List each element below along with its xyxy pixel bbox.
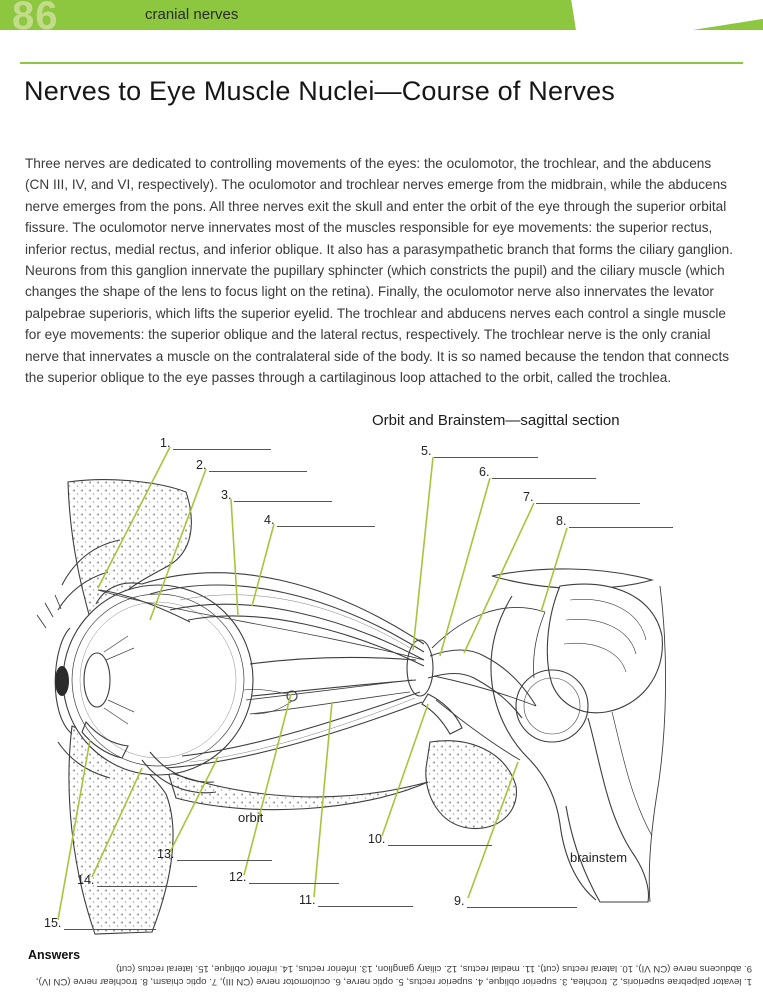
figure-label-12 [229,870,339,884]
divider-line [20,62,743,64]
answer-blank [249,871,339,884]
figure-label-8 [556,514,673,528]
figure-label-5 [421,444,538,458]
figure-label-13 [157,847,272,861]
answer-blank [318,894,413,907]
answer-blank [234,489,332,502]
answer-blank [97,874,197,887]
region-label-brainstem: brainstem [570,850,628,865]
page-title: Nerves to Eye Muscle Nuclei—Course of Nerves [24,76,616,106]
answer-blank [388,833,492,846]
label-number: 15. [44,916,62,930]
answers-line-2: 9. abducens nerve (CN VI), 10. lateral rectus (cut), 11. medial rectus, 12. ciliary ganglion, 13. inferior rectus, 14. inferior oblique, 15. lateral rectus (cut) [116,963,752,974]
figure-label-6 [479,465,596,479]
body-text: Three nerves are dedicated to controlling movements of the eyes: the oculomotor, the trochlear, and the abducens (CN III, IV, and VI, respectively). The oculomotor and trochlear nerves emerge from the midbrain, while the abducens nerve emerges from the pons. All three nerves exit the skull and enter the orbit of the eye through the superior orbital fissure. The oculomotor nerve innervates most of the muscles responsible for eye movements: the superior rectus, inferior rectus, medial rectus, and inferior oblique. It also has a parasympathetic branch that forms the ciliary ganglion. Neurons from this ganglion innervate the pupillary sphincter (which constricts the pupil) and the ciliary muscle (which changes the shape of the lens to focus light on the retina). Finally, the oculomotor nerve also innervates the levator palpebrae superioris, which lifts the superior eyelid. The trochlear and abducens nerves each control a single muscle for eye movements: the superior oblique and the lateral rectus, respectively. The trochlear nerve is the only cranial nerve that innervates a muscle on the contralateral side of the body. It is so named because the tendon that connects the superior oblique to the eye passes through a cartilaginous loop attached to the orbit, called the trochlea. [25,156,733,386]
page-header [0,0,763,38]
answer-blank [569,515,673,528]
figure-label-10 [368,832,492,846]
figure-label-9 [454,894,577,908]
answer-blank [64,917,156,930]
page-number: 86 [12,0,59,38]
label-number: 12. [229,870,247,884]
label-number: 11. [299,893,316,907]
label-number: 7. [523,490,534,504]
label-number: 3. [221,488,232,502]
figure-label-3 [221,488,332,502]
answer-blank [492,466,596,479]
label-number: 13. [157,847,175,861]
cranial-nerve-paths [432,607,545,760]
answers-line-1: 1. levator palpebrae superioris, 2. trochlea, 3. superior oblique, 4. superior rectus, 5. optic nerve, 6. oculomotor nerve (CN III), 7. optic chiasm, 8. trochlear nerve (CN IV), [35,976,752,987]
answers-heading: Answers [28,948,81,962]
label-number: 10. [368,832,386,846]
region-label-orbit: orbit [238,810,264,825]
label-number: 6. [479,465,490,479]
answer-blank [277,514,375,527]
figure-label-1 [160,436,271,450]
pupil [55,666,69,696]
anatomy-illustration [0,430,763,950]
label-number: 8. [556,514,567,528]
leader-line-3 [231,499,238,616]
figure-label-14 [77,873,197,887]
figure-label-7 [523,490,640,504]
answer-blank [434,445,538,458]
figure-label-2 [196,458,307,472]
leader-line-10 [382,704,428,836]
label-number: 9. [454,894,465,908]
leader-line-6 [440,478,490,656]
leader-line-5 [413,457,433,650]
answer-blank [173,437,271,450]
label-number: 14. [77,873,95,887]
label-number: 1. [160,436,171,450]
answer-blank [467,895,577,908]
answer-blank [209,459,307,472]
label-number: 2. [196,458,207,472]
figure-label-11 [299,893,413,907]
tendinous-ring [407,640,433,696]
leader-line-4 [252,524,274,606]
answer-blank [177,848,272,861]
label-number: 4. [264,513,275,527]
figure-label-4 [264,513,375,527]
section-title: cranial nerves [145,6,239,23]
answers-upside-down-text [12,962,752,988]
figure-caption: Orbit and Brainstem—sagittal section [372,412,620,429]
line-art-group [37,480,666,934]
answer-blank [536,491,640,504]
figure-label-15 [44,916,156,930]
scanned-page-corner [570,0,763,48]
label-number: 5. [421,444,432,458]
